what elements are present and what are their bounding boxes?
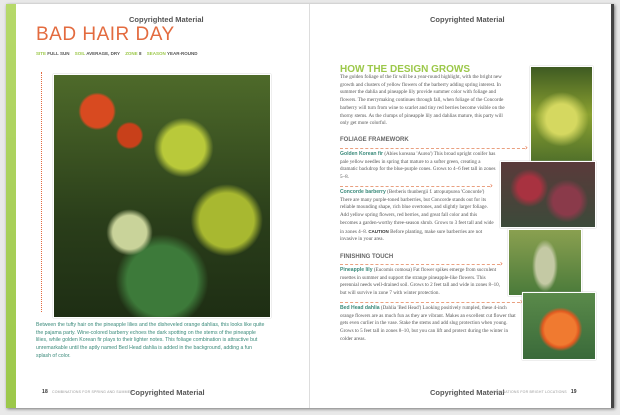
meta-key: SEASON <box>146 51 166 56</box>
caution-label: CAUTION <box>368 228 389 234</box>
photo-caption: Between the tufty hair on the pineapple lilies and the disheveled orange dahlias, this looks like quite the pajama party. Wine-colored barberry echoes the dark spotting on the stems of the pineapple lilies, while golden Korean fir plays to their lighter notes. This foliage combination is attractive but unremarkable until the aptly named Bed Head dahlia is added in the background, adding a fun splash of color. <box>36 322 265 359</box>
folio-left <box>38 389 133 395</box>
meta-value: YEAR-ROUND <box>166 51 198 56</box>
barberry-photo <box>500 161 596 228</box>
plant-description: (Berberis thunbergii f. atropurpurea 'Concorde') There are many purple-toned barberries, but Concorde stands out for its reliable mounding shape, rich blue overtones, and slightly larger foliage. Add yellow spring flowers, red berries, and great fall color and this becomes a garden-worthy three-season shrub. Grows to 3 feet tall and wide in zones 4–8. <box>340 189 494 235</box>
plant-description: (Eucomis comosa) Fat flower spikes emerge from succulent rosettes in summer and support the strange pineapple-like flowers. This perennial needs well-drained soil. Grows to 2 feet tall and wide in zones 8–10, but will survive in zone 7 with winter protection. <box>340 267 500 297</box>
finishing-heading: FINISHING TOUCH <box>340 254 394 260</box>
dashed-pointer <box>340 186 490 187</box>
page-number: 18 <box>42 389 48 395</box>
section-name: COMBINATIONS FOR SPRING AND SUMMER <box>51 390 133 394</box>
dashed-pointer <box>340 264 500 265</box>
plant-description: (Abies koreana 'Aurea') This broad upright conifer has pale yellow needles in spring that mature to a softer green, creating a dramatic backdrop for the blue-purple cones. Grows to 4–6 feet tall in zones 5–8. <box>340 151 496 181</box>
dotted-guide <box>41 72 42 312</box>
plant-entry <box>340 151 496 182</box>
watermark-right: Copyrighted Material <box>430 15 505 24</box>
gutter <box>309 4 310 408</box>
plant-name: Concorde barberry <box>340 189 386 195</box>
pineapple-lily-photo <box>508 229 582 296</box>
watermark-left: Copyrighted Material <box>129 15 204 24</box>
meta-key: ZONE <box>125 51 138 56</box>
main-garden-photo <box>53 74 271 318</box>
page-title: BAD HAIR DAY <box>36 24 175 45</box>
watermark-bottom-right: Copyrighted Material <box>430 388 505 397</box>
meta-value: FULL SUN <box>47 51 70 56</box>
fir-photo <box>530 66 593 163</box>
plant-entry <box>340 267 505 298</box>
intro-text: The golden foliage of the fir will be a year-round highlight, with the bright new growth and clusters of yellow flowers of the barberry adding spring interest. In summer the dahlia and pineapple lily provide summer color with foliage and flowers. The merrymaking continues through fall, when foliage of the Concorde barberry will turn from wine to scarlet and tiny red berries become visible on the thorny stems. As the clumps of pineapple lily and dahlias mature, this party will only get more colorful. <box>340 74 505 127</box>
plant-description: (Dahlia 'Bed Head') Looking positively rumpled, these 4-inch orange flowers are as much fun as they are vibrant. Makes an excellent cut flower that gets even curlier in the vase. Stake the stems and add slug protection when young. Grows to 5 feet tall in zones 8–10, but you can lift and protect during the winter in colder areas. <box>340 305 516 342</box>
watermark-bottom-left: Copyrighted Material <box>130 388 205 397</box>
plant-name: Pineapple lily <box>340 267 373 273</box>
dashed-pointer <box>340 302 520 303</box>
dashed-pointer <box>340 148 525 149</box>
plant-name: Golden Korean fir <box>340 151 384 157</box>
page-edge-bar <box>6 4 16 408</box>
caution-text: Before planting, make sure barberries are not invasive in your area. <box>340 228 483 243</box>
growing-conditions <box>36 51 197 56</box>
meta-value: AVERAGE, DRY <box>86 51 120 56</box>
plant-entry <box>340 305 520 344</box>
dahlia-photo <box>522 292 596 360</box>
foliage-heading: FOLIAGE FRAMEWORK <box>340 137 409 143</box>
plant-name: Bed Head dahlia <box>340 305 380 311</box>
meta-value: 8 <box>138 51 142 56</box>
page-number: 19 <box>570 389 577 395</box>
section-heading: HOW THE DESIGN GROWS <box>340 64 470 75</box>
meta-key: SITE <box>36 51 47 56</box>
meta-key: SOIL <box>74 51 86 56</box>
section-name: COMBINATIONS FOR BRIGHT LOCATIONS <box>490 390 567 394</box>
plant-entry <box>340 189 496 244</box>
folio-right <box>490 389 581 395</box>
